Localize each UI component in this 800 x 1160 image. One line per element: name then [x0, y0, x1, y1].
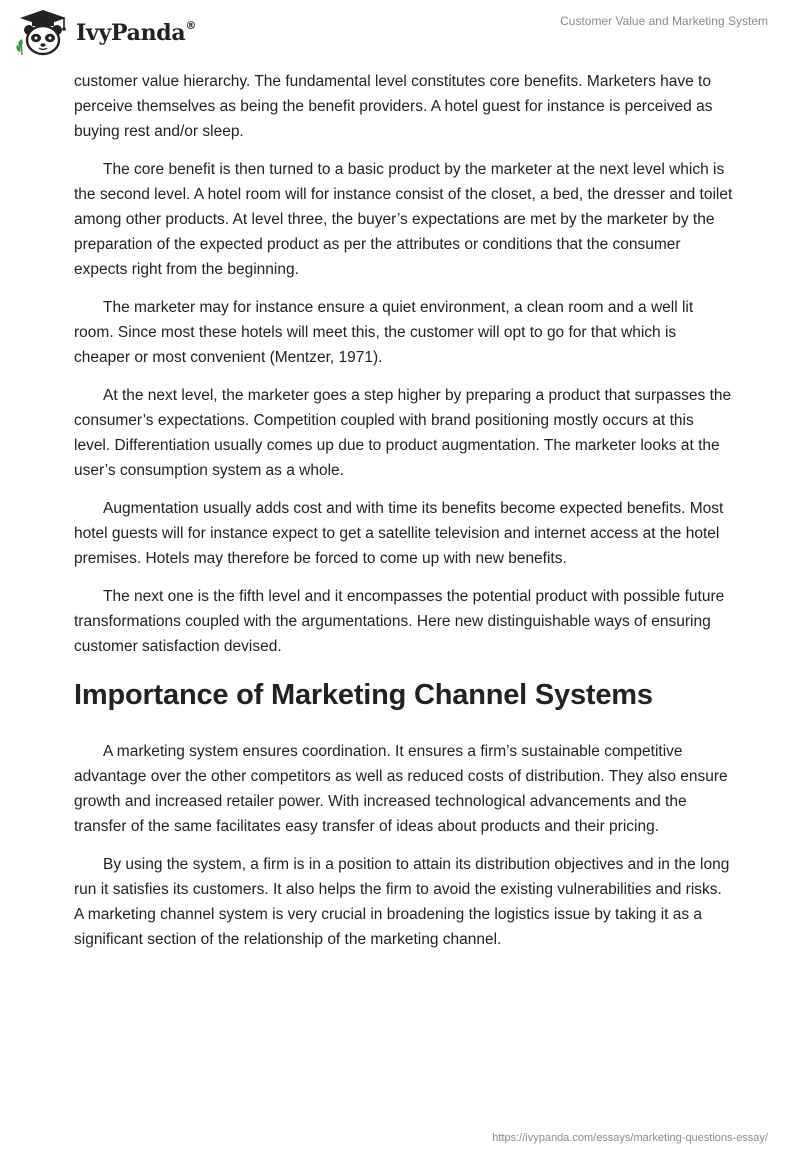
paragraph: The next one is the fifth level and it encompasses the potential product with possible future transformations coupled with the argumentations. Here new distinguishable ways of ensuring customer satisfaction devised. — [74, 588, 725, 655]
paragraph: The core benefit is then turned to a basic product by the marketer at the next level which is the second level. A hotel room will for instance consist of the closet, a bed, the dresser and toilet among other products. At level three, the buyer’s expectations are met by the marketer by the preparation of the expected product as per the attributes or conditions that the consumer expects right from the beginning. — [74, 161, 733, 278]
paragraph: customer value hierarchy. The fundamental level constitutes core benefits. Marketers have to perceive themselves as being the benefit providers. A hotel guest for instance is perceived as buying rest and/or sleep. — [74, 73, 713, 140]
essay-content — [74, 69, 734, 965]
paragraph: At the next level, the marketer goes a step higher by preparing a product that surpasses the consumer’s expectations. Competition coupled with brand positioning mostly occurs at this level. Differentiation usually comes up due to product augmentation. The marketer looks at the user’s consumption system as a whole. — [74, 387, 732, 479]
logo-wordmark: IvyPanda® — [76, 18, 197, 46]
paragraph: The marketer may for instance ensure a quiet environment, a clean room and a well lit room. Since most these hotels will meet this, the customer will opt to go for that which is cheaper or most convenient (Mentzer, 1971). — [74, 299, 694, 366]
registered-mark: ® — [185, 18, 197, 32]
section-heading: Importance of Marketing Channel Systems — [74, 679, 653, 711]
paragraph: Augmentation usually adds cost and with time its benefits become expected benefits. Most hotel guests will for instance expect to get a satellite television and internet access at the hotel premises. Hotels may therefore be forced to come up with new benefits. — [74, 500, 724, 567]
paragraph: A marketing system ensures coordination. It ensures a firm’s sustainable competitive advantage over the other competitors as well as reduced costs of distribution. They also ensure growth and increased retailer power. With increased technological advancements and the transfer of the same facilitates easy transfer of ideas about products and their pricing. — [74, 743, 728, 835]
panda-logo-icon — [14, 8, 72, 58]
document-title: Customer Value and Marketing System — [560, 14, 768, 28]
page-header — [0, 0, 800, 70]
paragraph: By using the system, a firm is in a position to attain its distribution objectives and in the long run it satisfies its customers. It also helps the firm to avoid the existing vulnerabilities and risks. A marketing channel system is very crucial in broadening the logistics issue by taking it as a significant section of the relationship of the marketing channel. — [74, 856, 730, 948]
source-url[interactable]: https://ivypanda.com/essays/marketing-questions-essay/ — [492, 1132, 768, 1144]
ivypanda-logo[interactable] — [14, 8, 196, 58]
